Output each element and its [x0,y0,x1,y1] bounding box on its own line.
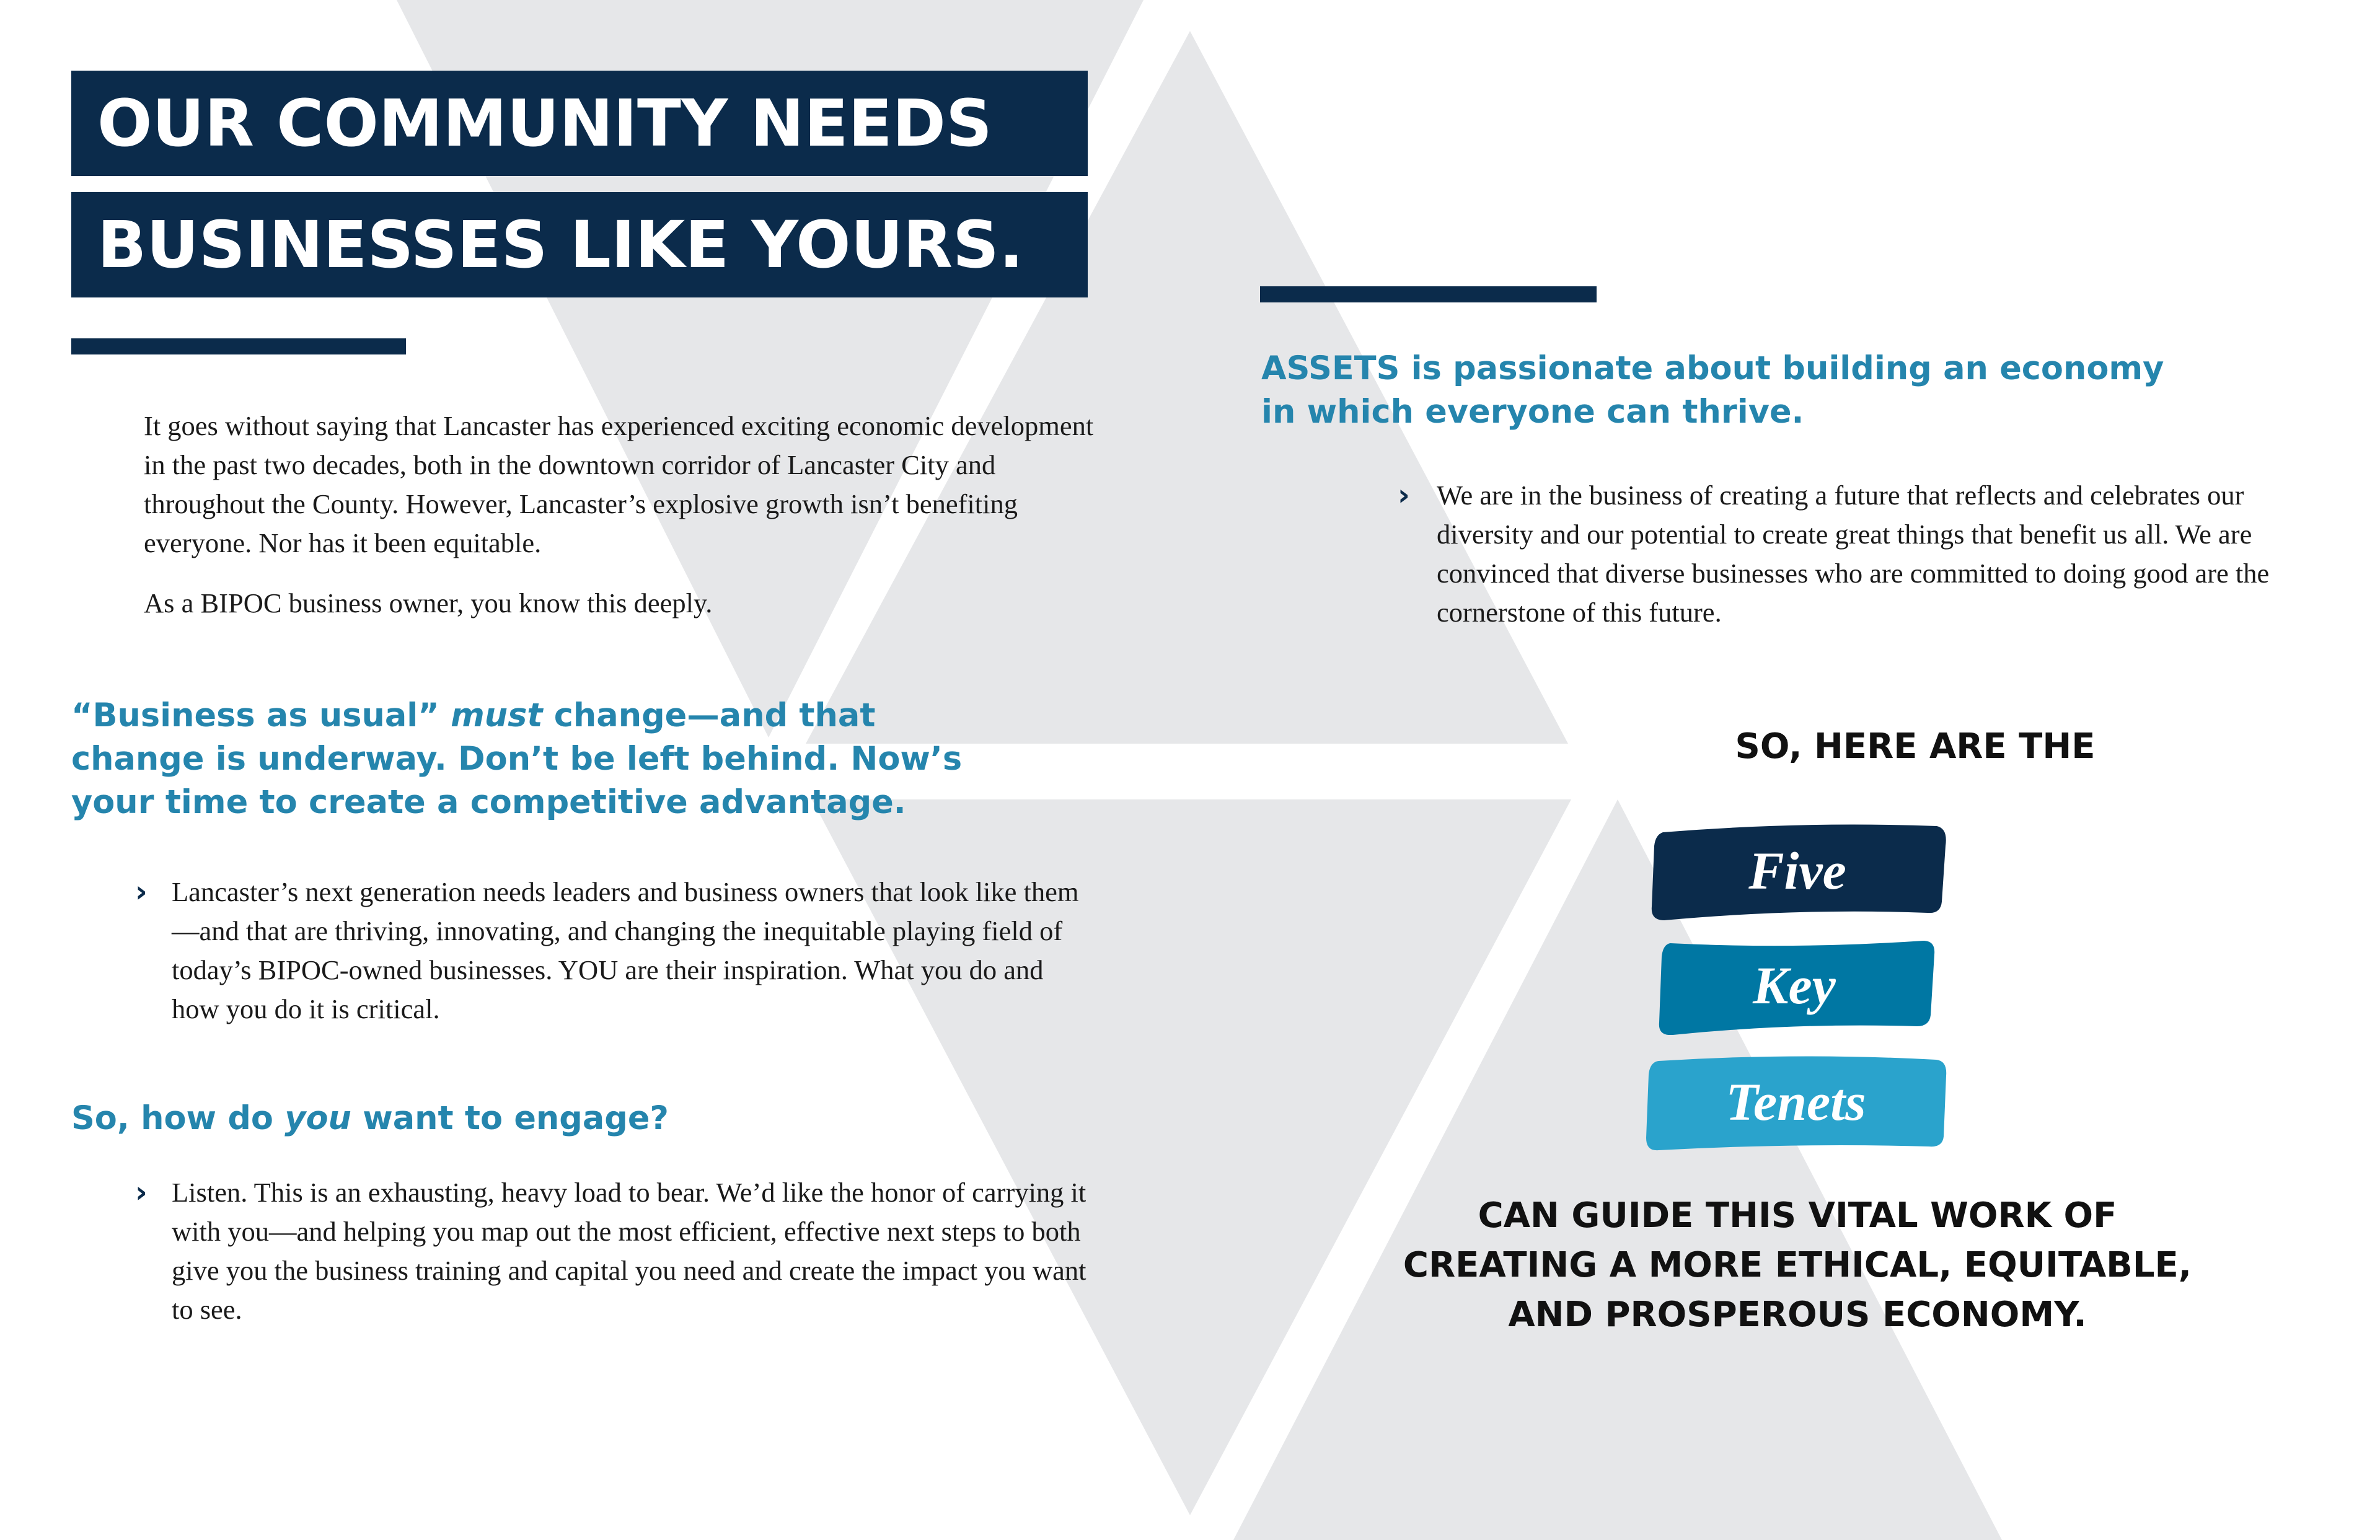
tenet-banner-tenets [1642,1052,1949,1151]
callout-here-are-the: SO, HERE ARE THE [1735,726,2096,767]
tenet-label-key: Key [1753,956,1836,1015]
left-accent-rule [71,338,406,354]
subhead2-before: So, how do [71,1099,285,1137]
bullet-chevron-icon: › [135,1175,148,1210]
subhead2-after: want to engage? [351,1099,669,1137]
bullet-listen: Listen. This is an exhausting, heavy load to bear. We’d like the honor of carrying it with you—and helping you map out the most efficient, effective next steps to both give you the business training and capital you need and create the impact you want to see. [172,1177,1086,1325]
bullet-chevron-icon: › [1398,478,1410,513]
bullet-chevron-icon: › [135,874,148,909]
callout-guide-vital-work: CAN GUIDE THIS VITAL WORK OF CREATING A MORE ETHICAL, EQUITABLE, AND PROSPEROUS ECONOMY. [1403,1195,2192,1335]
tenet-label-five: Five [1748,841,1846,900]
bullet-future-diversity: We are in the business of creating a future that reflects and celebrates our diversity and our potential to create great things that benefit us all. We are convinced that diverse businesses who are committed to doing good are the cornerstone of this future. [1437,480,2270,628]
right-accent-rule [1260,286,1597,302]
subhead-business-as-usual [71,694,1007,824]
headline-line-1: OUR COMMUNITY NEEDS [71,71,1088,176]
intro-paragraph: It goes without saying that Lancaster has experienced exciting economic development in the past two decades, both in the downtown corridor of Lancaster City and throughout the County. However, Lancaster’s explosive growth isn’t benefiting everyone. Nor has it been equitable. [144,410,1094,558]
intro-emphasis: As a BIPOC business owner, you know this deeply. [144,587,713,618]
subhead1-after: change—and that change is underway. Don’t be left behind. Now’s your time to create a competitive advantage. [71,697,963,821]
subhead-how-engage [71,1097,1001,1140]
subhead-assets-passionate: ASSETS is passionate about building an economy in which everyone can thrive. [1261,350,2164,431]
headline-line-2: BUSINESSES LIKE YOURS. [71,192,1088,297]
subhead2-em: you [284,1099,351,1137]
tenet-banner-key [1652,936,1937,1035]
tenet-label-tenets: Tenets [1726,1072,1866,1132]
subhead1-em: must [451,697,543,734]
subhead1-before: “Business as usual” [71,697,451,734]
bullet-next-generation: Lancaster’s next generation needs leaders and business owners that look like them—and that are thriving, innovating, and changing the inequitable playing field of today’s BIPOC-owned businesses. YOU are their inspiration. What you do and how you do it is critical. [172,876,1079,1024]
tenet-banner-five [1646,821,1949,920]
